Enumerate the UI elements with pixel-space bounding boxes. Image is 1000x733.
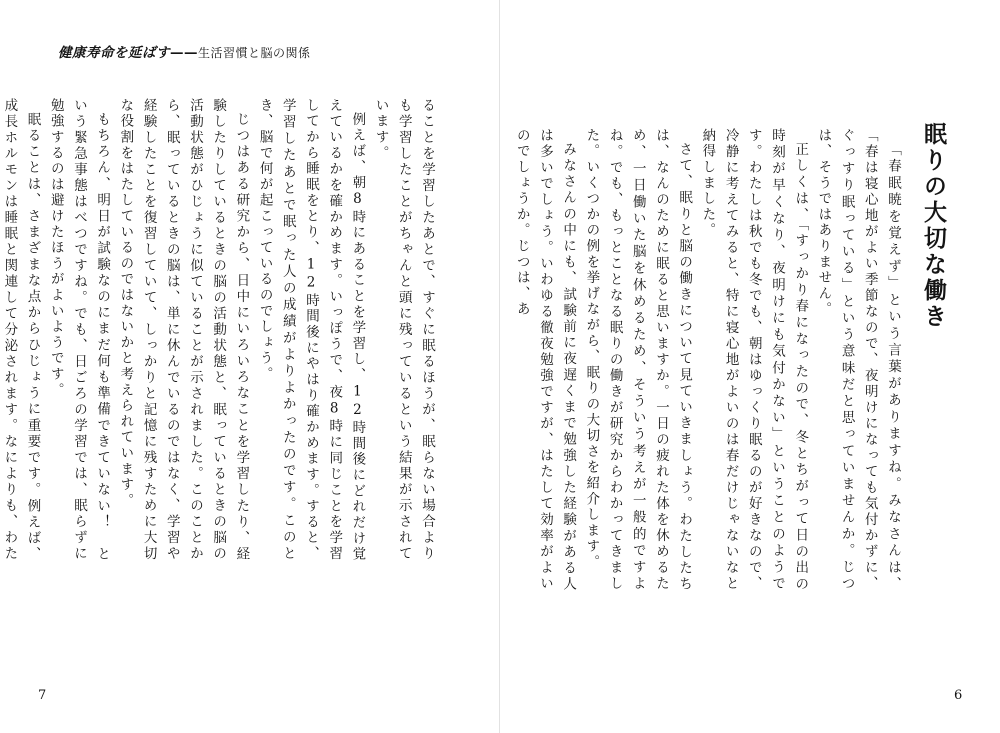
running-head [58,41,311,61]
right-page [500,0,1000,733]
running-head-title: 健康寿命を延ばす [58,45,170,61]
page-number-left: 7 [38,688,47,703]
left-paragraph-5: 眠ることは、さまざまな点からひじょうに重要です。例えば、成長ホルモンは睡眠と関連して分泌されます。なによりも、わた [1,98,41,562]
left-paragraph-4: もちろん、明日が試験なのにまだ何も準備できていない！ という緊急事態はべつですね。でも、日ごろの学習では、眠らずに勉強するのは避けたほうがよいようです。 [47,98,111,562]
running-head-dash: —— [170,45,198,61]
left-paragraph-1: ることを学習したあとで、すぐに眠るほうが、眠らない場合よりも学習したことがちゃんと頭に残っているという結果が示されています。 [372,98,435,562]
left-page-body [0,98,438,562]
section-heading: 眠りの大切な働き [920,122,946,330]
left-paragraph-3: じつはある研究から、日中にいろいろなことを学習したり、経験したりしているときの脳の活動状態と、眠っているときの脳の活動状態がひじょうに似ていることが示されました。このことから、眠っているときの脳は、単に休んでいるのではなく、学習や経験したことを復習していて、しっかりと記憶に残すために大切な役割をはたしているのではないかと考えられています。 [117,98,250,562]
right-paragraph-4: みなさんの中にも、試験前に夜遅くまで勉強した経験がある人は多いでしょう。いわゆる徹夜勉強ですが、はたして効率がよいのでしょうか。じつは、あ [513,128,577,592]
right-paragraph-2: 正しくは、「すっかり春になったので、冬とちがって日の出の時刻が早くなり、夜明けにも気付かない」ということのようです。わたしは秋でも冬でも、朝はゆっくり眠るのが好きなので、冷静に考えてみると、特に寝心地がよいのは春だけじゃないなと納得しました。 [699,128,809,592]
right-page-body [510,128,904,592]
right-paragraph-3: さて、眠りと脳の働きについて見ていきましょう。わたしたちは、なんのために眠ると思いますか。一日の疲れた体を休めるため、一日働いた脳を休めるため、そういう考えが一般的ですよね。でも、もっとことなる眠りの働きが研究からわかってきました。いくつかの例を挙げながら、眠りの大切さを紹介します。 [583,128,693,592]
left-paragraph-2: 例えば、朝8時にあることを学習し、12時間後にどれだけ覚えているかを確かめます。いっぽうで、夜8時に同じことを学習してから睡眠をとり、12時間後にやはり確かめます。すると、学習したあとで眠った人の成績がよりよかったのです。このとき、脳で何が起こっているのでしょう。 [256,98,366,562]
page-number-right: 6 [954,688,963,703]
running-head-subtitle: 生活習慣と脳の関係 [198,46,311,60]
right-paragraph-1: 「春眠暁を覚えず」という言葉がありますね。みなさんは、「春は寝心地がよい季節なので、夜明けになっても気付かずに、ぐっすり眠っている」という意味だと思っていませんか。じつは、そうではありません。 [815,128,901,592]
